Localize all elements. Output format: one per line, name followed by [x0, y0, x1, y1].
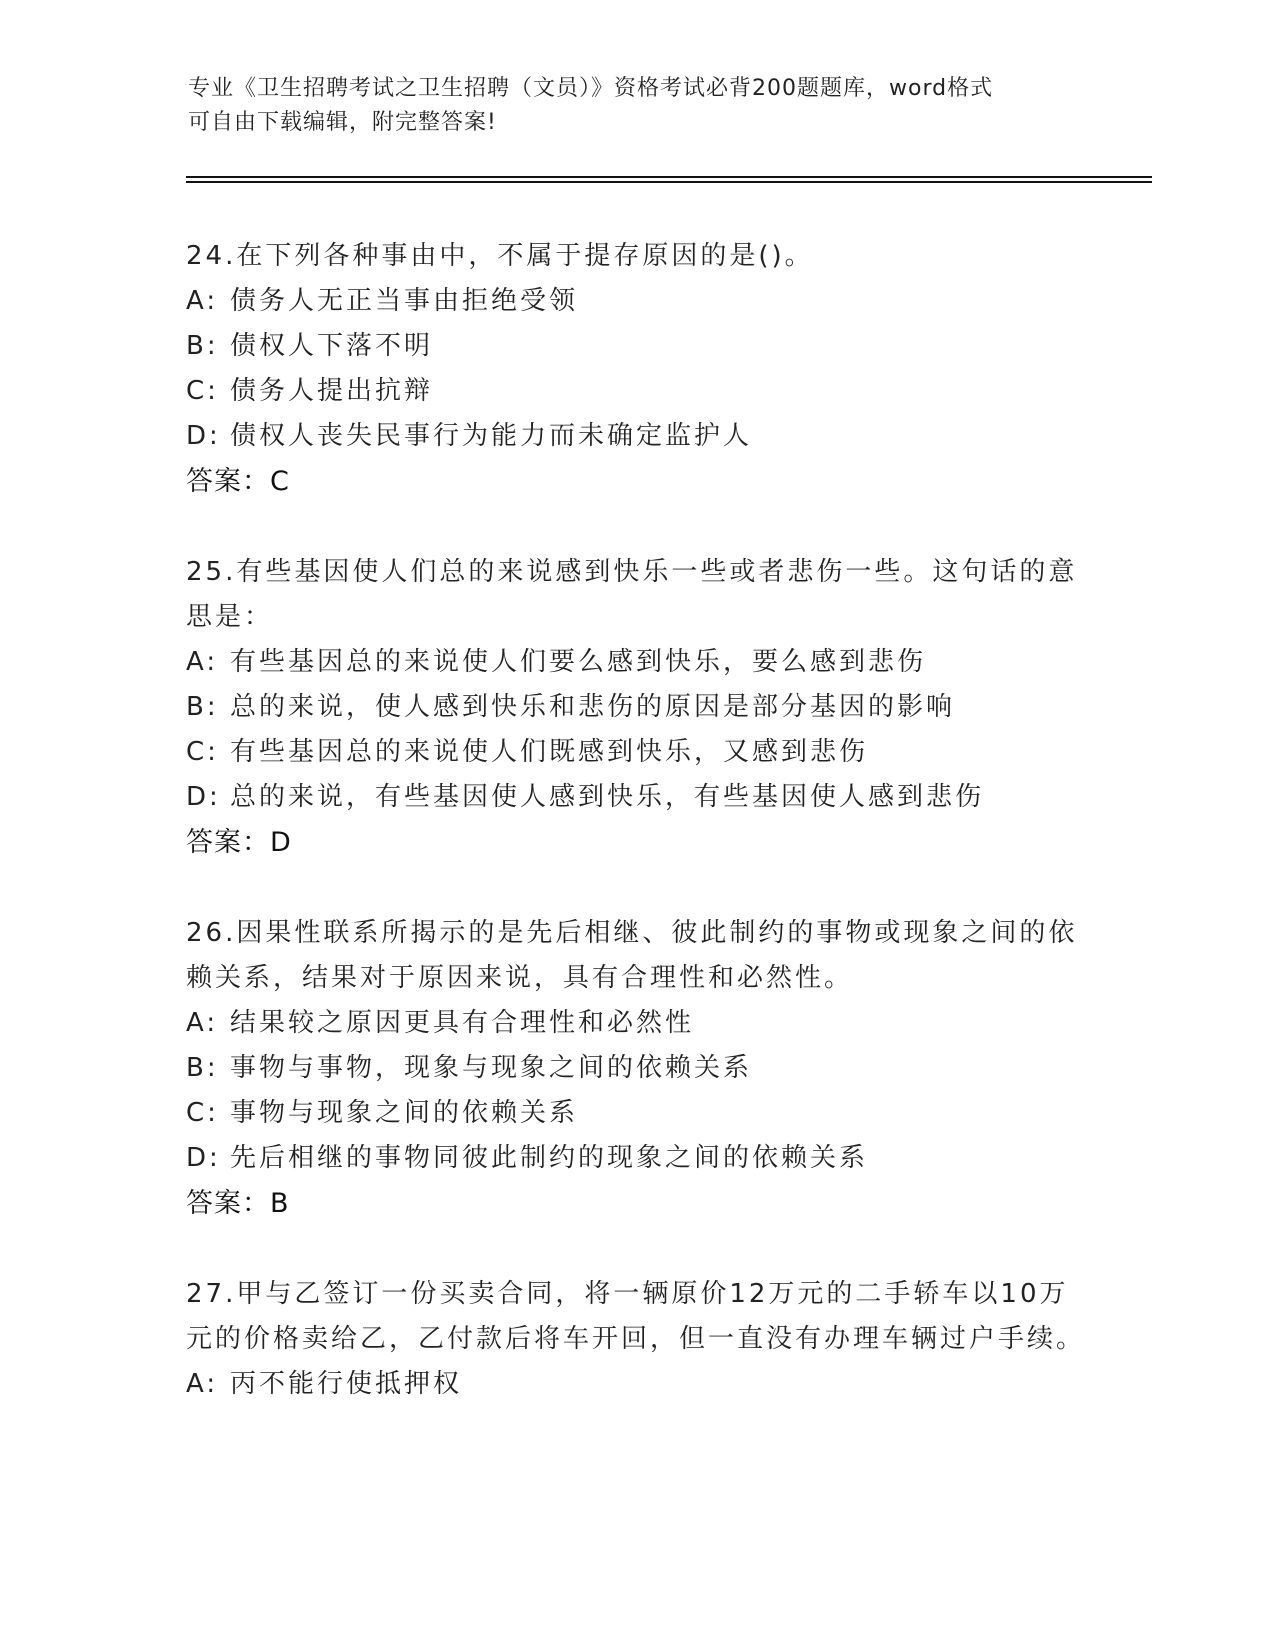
- option-b: [186, 685, 1086, 730]
- option-a: [186, 640, 1086, 685]
- option-text: 债务人提出抗辩: [230, 376, 434, 406]
- option-text: 债权人丧失民事行为能力而未确定监护人: [230, 421, 753, 451]
- option-b: [186, 1046, 1086, 1091]
- option-text: 事物与事物，现象与现象之间的依赖关系: [230, 1053, 753, 1083]
- question-text: 24.在下列各种事由中，不属于提存原因的是()。: [186, 241, 814, 271]
- option-key: C:: [186, 737, 219, 767]
- option-text: 有些基因总的来说使人们既感到快乐，又感到悲伤: [230, 737, 869, 767]
- option-list: [186, 1362, 1086, 1407]
- option-text: 先后相继的事物同彼此制约的现象之间的依赖关系: [230, 1143, 869, 1173]
- option-text: 事物与现象之间的依赖关系: [230, 1098, 579, 1128]
- option-d: [186, 414, 1086, 459]
- option-key: D:: [186, 421, 221, 451]
- answer: 答案：D: [186, 827, 292, 858]
- option-text: 债权人下落不明: [230, 331, 434, 361]
- option-b: [186, 324, 1086, 369]
- question-27: [186, 1272, 1086, 1407]
- option-c: [186, 1091, 1086, 1136]
- header-line-1: 专业《卫生招聘考试之卫生招聘（文员）》资格考试必背200题题库，word格式: [188, 76, 994, 101]
- option-text: 有些基因总的来说使人们要么感到快乐，要么感到悲伤: [230, 647, 927, 677]
- document-header: [188, 72, 1068, 140]
- option-text: 债务人无正当事由拒绝受领: [230, 286, 579, 316]
- option-key: D:: [186, 1143, 221, 1173]
- option-list: [186, 1001, 1086, 1181]
- option-d: [186, 775, 1086, 820]
- option-key: B:: [186, 1053, 219, 1083]
- option-key: B:: [186, 692, 219, 722]
- question-list: [186, 234, 1086, 1453]
- option-c: [186, 730, 1086, 775]
- option-key: B:: [186, 331, 219, 361]
- question-text: 26.因果性联系所揭示的是先后相继、彼此制约的事物或现象之间的依赖关系，结果对于原因来说，具有合理性和必然性。: [186, 918, 1078, 993]
- header-divider-top: [186, 176, 1152, 178]
- option-key: C:: [186, 376, 219, 406]
- header-line-2: 可自由下载编辑，附完整答案!: [188, 110, 497, 135]
- answer: 答案：B: [186, 1188, 290, 1219]
- option-key: A:: [186, 647, 219, 677]
- question-text: 25.有些基因使人们总的来说感到快乐一些或者悲伤一些。这句话的意思是：: [186, 557, 1078, 632]
- question-26: [186, 911, 1086, 1226]
- option-text: 总的来说，使人感到快乐和悲伤的原因是部分基因的影响: [230, 692, 956, 722]
- option-list: [186, 279, 1086, 459]
- option-a: [186, 279, 1086, 324]
- option-c: [186, 369, 1086, 414]
- question-24: [186, 234, 1086, 504]
- option-key: A:: [186, 286, 219, 316]
- option-text: 总的来说，有些基因使人感到快乐，有些基因使人感到悲伤: [230, 782, 985, 812]
- option-text: 结果较之原因更具有合理性和必然性: [230, 1008, 695, 1038]
- question-text: 27.甲与乙签订一份买卖合同，将一辆原价12万元的二手轿车以10万元的价格卖给乙，乙付款后将车开回，但一直没有办理车辆过户手续。: [186, 1279, 1086, 1354]
- header-divider-bottom: [186, 181, 1152, 183]
- option-a: [186, 1362, 1086, 1407]
- option-key: A:: [186, 1008, 219, 1038]
- option-text: 丙不能行使抵押权: [230, 1369, 463, 1399]
- answer: 答案：C: [186, 466, 290, 497]
- option-key: A:: [186, 1369, 219, 1399]
- option-a: [186, 1001, 1086, 1046]
- option-d: [186, 1136, 1086, 1181]
- option-list: [186, 640, 1086, 820]
- question-25: [186, 550, 1086, 865]
- option-key: C:: [186, 1098, 219, 1128]
- option-key: D:: [186, 782, 221, 812]
